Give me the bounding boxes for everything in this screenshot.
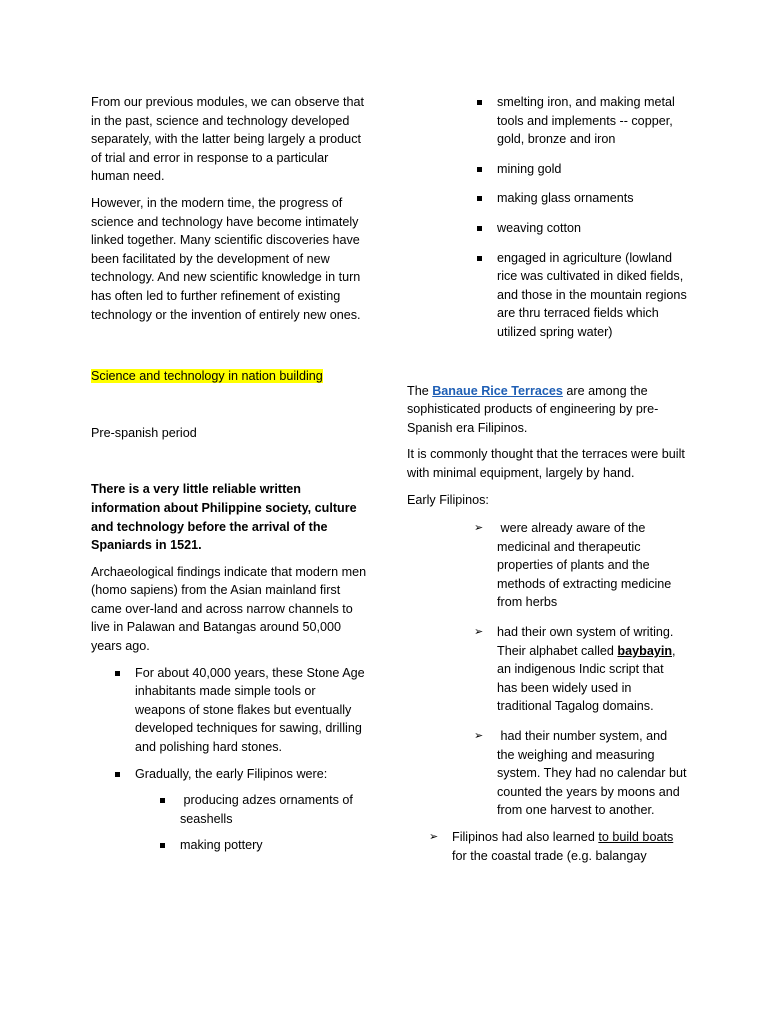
bold-paragraph: There is a very little reliable written information about Philippine society, culture and technology before the arrival of the Spaniards in 1521. <box>91 482 357 553</box>
arrow-bullet-icon: ➢ <box>474 626 484 639</box>
terraces-prefix: The <box>407 383 433 398</box>
list-item <box>474 727 690 820</box>
boats-prefix: Filipinos had also learned <box>452 830 599 844</box>
list-item <box>474 623 687 716</box>
banaue-rice-terraces-link[interactable]: Banaue Rice Terraces <box>432 383 563 398</box>
list-item: For about 40,000 years, these Stone Age inhabitants made simple tools or weapons of stone flakes but eventually developed techniques for sawing, drilling and polishing hard stones. <box>135 664 367 757</box>
arrow-item-text: were already aware of the medicinal and therapeutic properties of plants and the methods of extracting medicine from herbs <box>497 521 675 610</box>
arrow-bullet-icon: ➢ <box>474 522 484 535</box>
continued-bullet-list <box>497 93 687 342</box>
list-item: producing adzes ornaments of seashells <box>180 791 367 828</box>
boats-suffix: for the coastal trade (e.g. balangay <box>452 830 677 863</box>
period-heading: Pre-spanish period <box>91 425 197 440</box>
list-item: weaving cotton <box>497 219 687 238</box>
arrow-item-text: had their own system of writing. Their alphabet called <box>497 625 677 658</box>
section-heading-highlight: Science and technology in nation building <box>91 369 323 384</box>
terraces-paragraph-2: It is commonly thought that the terraces were built with minimal equipment, largely by hand. <box>407 447 685 480</box>
arrow-bullet-icon: ➢ <box>429 831 439 843</box>
terraces-suffix: are among the sophisticated products of engineering by pre-Spanish era Filipinos. <box>407 383 659 435</box>
list-item <box>429 828 687 865</box>
arrow-bullet-icon: ➢ <box>474 730 484 743</box>
left-column <box>91 93 367 855</box>
boats-list <box>429 828 687 865</box>
list-item: making glass ornaments <box>497 189 687 208</box>
list-item: smelting iron, and making metal tools and implements -- copper, gold, bronze and iron <box>497 93 687 149</box>
list-item: Gradually, the early Filipinos were: <box>135 765 367 784</box>
list-item: making pottery <box>180 836 367 855</box>
intro-paragraph-1: From our previous modules, we can observe that in the past, science and technology developed separately, with the latter being largely a product of trial and error in response to a particular human need. <box>91 95 364 184</box>
archaeology-paragraph: Archaeological findings indicate that modern men (homo sapiens) from the Asian mainland first came over-land and across narrow channels to live in Palawan and Batangas around 50,000 years ago. <box>91 564 367 654</box>
early-filipinos-label: Early Filipinos: <box>407 492 489 507</box>
arrow-item-text: , an indigenous Indic script that has been widely used in traditional Tagalog domains. <box>497 643 676 714</box>
build-boats-text: to build boats <box>598 830 674 844</box>
arrow-list <box>474 519 690 820</box>
intro-paragraph-2: However, in the modern time, the progress of science and technology have become intimately linked together. Many scientific discoveries have been facilitated by the development of new technology. And new scientific knowledge in turn has often led to further refinement of existing technology or the invention of entirely new ones. <box>91 195 361 322</box>
baybayin-term: baybayin <box>617 643 673 658</box>
terraces-paragraph <box>407 382 687 438</box>
right-column <box>407 93 690 865</box>
list-item <box>474 519 687 612</box>
list-item: engaged in agriculture (lowland rice was cultivated in diked fields, and those in the mountain regions are thru terraced fields which utilized spring water) <box>497 249 687 342</box>
bullet-list <box>135 664 367 784</box>
arrow-item-text: had their number system, and the weighing and measuring system. They had no calendar but counted the years by moons and from one harvest to another. <box>497 729 690 818</box>
list-item: mining gold <box>497 160 687 179</box>
section-heading <box>91 367 367 386</box>
sub-bullet-list <box>180 791 367 855</box>
